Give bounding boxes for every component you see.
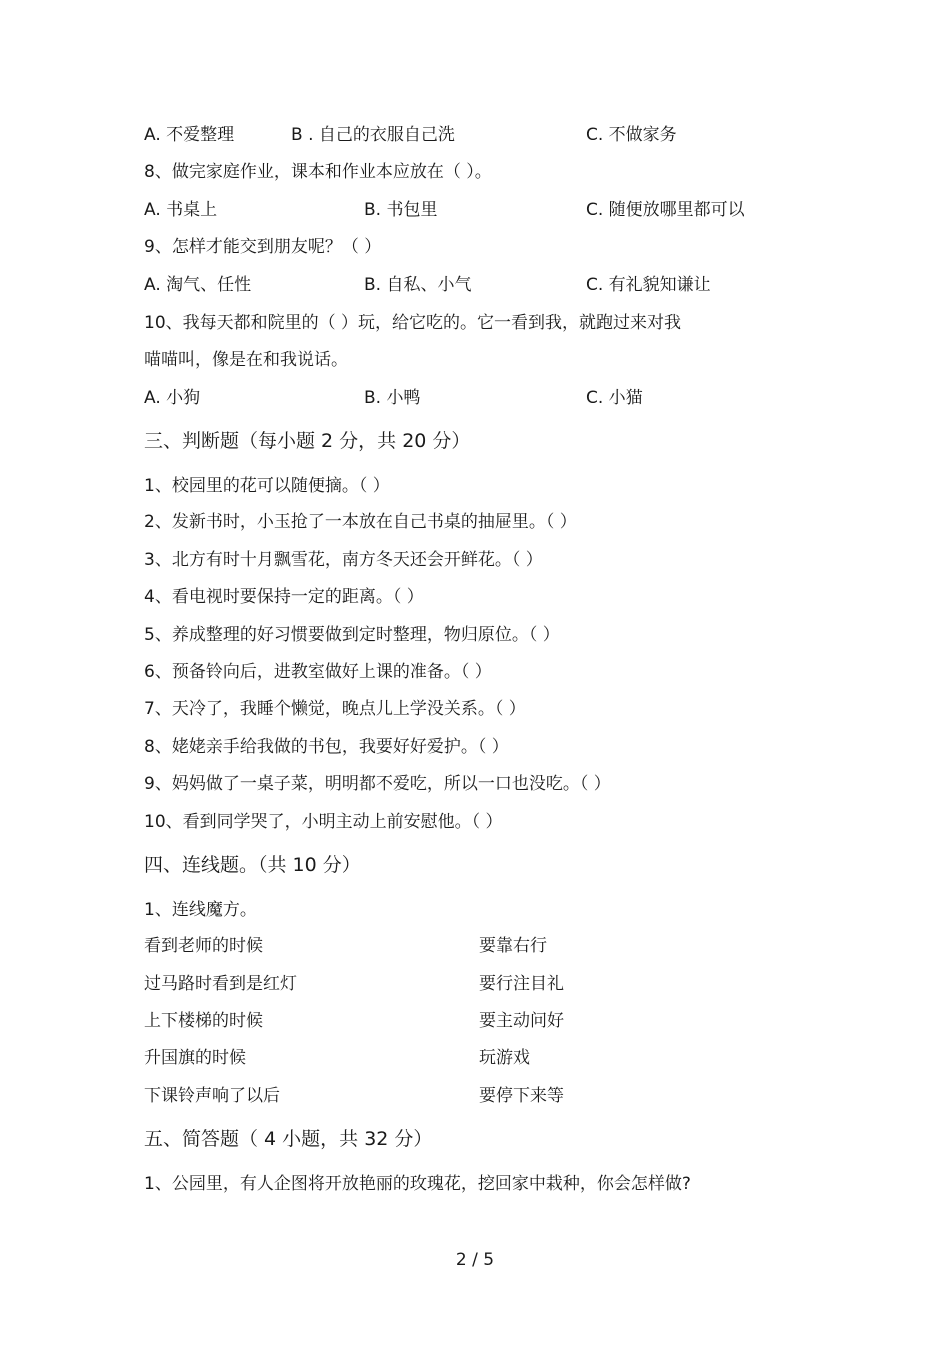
matching-row (0, 1010, 950, 1032)
matching-right-1: 要靠右行 (479, 936, 547, 956)
q9-options (0, 274, 950, 296)
q10-option-a: A. 小狗 (144, 388, 201, 408)
section4-heading: 四、连线题。（共 10 分） (144, 854, 361, 876)
q8-option-a: A. 书桌上 (144, 200, 218, 220)
short-answer-q1: 1、公园里，有人企图将开放艳丽的玫瑰花，挖回家中栽种，你会怎样做? (144, 1174, 691, 1194)
judge-item-10: 10、看到同学哭了，小明主动上前安慰他。（ ） (144, 812, 503, 832)
judge-item-4: 4、看电视时要保持一定的距离。（ ） (144, 587, 424, 607)
matching-row (0, 1047, 950, 1069)
judge-item-3: 3、北方有时十月飘雪花，南方冬天还会开鲜花。（ ） (144, 550, 543, 570)
judge-item-1: 1、校园里的花可以随便摘。（ ） (144, 476, 390, 496)
q7-option-b: B . 自己的衣服自己洗 (291, 125, 455, 145)
matching-right-4: 玩游戏 (479, 1048, 530, 1068)
q9-option-a: A. 淘气、任性 (144, 275, 252, 295)
q10-options (0, 387, 950, 409)
q7-options (0, 124, 950, 146)
q7-option-a: A. 不爱整理 (144, 125, 235, 145)
q8-options (0, 199, 950, 221)
judge-item-6: 6、预备铃向后，进教室做好上课的准备。（ ） (144, 662, 492, 682)
matching-left-1: 看到老师的时候 (144, 936, 263, 956)
q7-option-c: C. 不做家务 (586, 125, 677, 145)
matching-right-5: 要停下来等 (479, 1086, 564, 1106)
matching-row (0, 973, 950, 995)
q10-option-b: B. 小鸭 (364, 388, 421, 408)
matching-right-3: 要主动问好 (479, 1011, 564, 1031)
q8-option-b: B. 书包里 (364, 200, 438, 220)
page-number: 2 / 5 (455, 1250, 495, 1270)
judge-item-8: 8、姥姥亲手给我做的书包，我要好好爱护。（ ） (144, 737, 509, 757)
q10-option-c: C. 小猫 (586, 388, 643, 408)
judge-item-9: 9、妈妈做了一桌子菜，明明都不爱吃，所以一口也没吃。（ ） (144, 774, 611, 794)
matching-row (0, 1085, 950, 1107)
q10-stem-line1: 10、我每天都和院里的（ ）玩，给它吃的。它一看到我，就跑过来对我 (144, 313, 682, 333)
matching-row (0, 935, 950, 957)
q9-option-b: B. 自私、小气 (364, 275, 472, 295)
section5-heading: 五、简答题（ 4 小题，共 32 分） (144, 1128, 433, 1150)
matching-left-4: 升国旗的时候 (144, 1048, 246, 1068)
q8-option-c: C. 随便放哪里都可以 (586, 200, 745, 220)
q9-option-c: C. 有礼貌知谦让 (586, 275, 711, 295)
q8-stem: 8、做完家庭作业，课本和作业本应放在（ ）。 (144, 162, 492, 182)
q10-stem-line2: 喵喵叫，像是在和我说话。 (144, 350, 348, 370)
matching-left-3: 上下楼梯的时候 (144, 1011, 263, 1031)
matching-right-2: 要行注目礼 (479, 974, 564, 994)
judge-item-7: 7、天冷了，我睡个懒觉，晚点儿上学没关系。（ ） (144, 699, 526, 719)
matching-left-5: 下课铃声响了以后 (144, 1086, 280, 1106)
q9-stem: 9、怎样才能交到朋友呢？（ ） (144, 237, 382, 257)
judge-item-2: 2、发新书时，小玉抢了一本放在自己书桌的抽屉里。（ ） (144, 512, 577, 532)
judge-item-5: 5、养成整理的好习惯要做到定时整理，物归原位。（ ） (144, 625, 560, 645)
matching-q1: 1、连线魔方。 (144, 900, 257, 920)
matching-left-2: 过马路时看到是红灯 (144, 974, 297, 994)
section3-heading: 三、判断题（每小题 2 分，共 20 分） (144, 430, 471, 452)
